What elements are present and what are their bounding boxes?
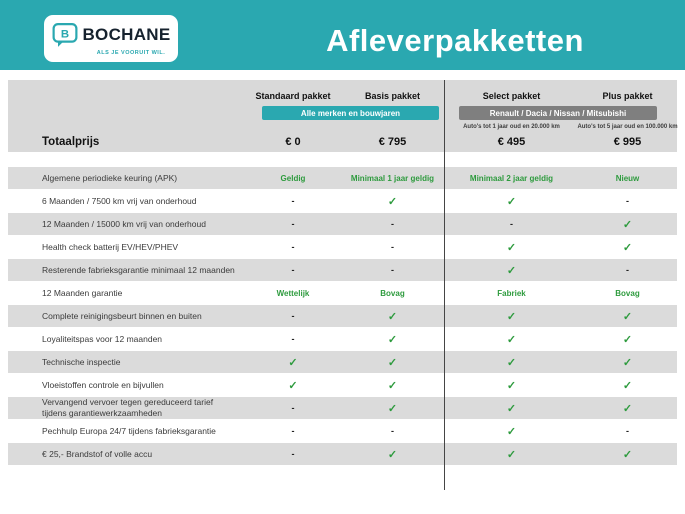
table-row	[8, 282, 677, 304]
brand-tagline: ALS JE VOORUIT WIL.	[96, 49, 166, 56]
table-row	[8, 351, 677, 373]
logo-row	[51, 22, 170, 49]
feature-label: Algemene periodieke keuring (APK)	[42, 172, 178, 183]
check-icon: ✓	[506, 379, 517, 392]
subnote-plus: Auto's tot 5 jaar oud en 100.000 km	[577, 123, 678, 130]
empty-cell	[246, 121, 340, 132]
feature-label: Vervangend vervoer tegen gereduceerd tarief tijdens garantiewerkzaamheden	[42, 397, 214, 418]
group-badges-row	[8, 105, 677, 121]
dash-mark: -	[291, 334, 295, 344]
table-row	[8, 213, 677, 235]
check-icon: ✓	[387, 379, 398, 392]
column-header-select: Select pakket	[482, 91, 541, 101]
feature-value: Nieuw	[615, 173, 640, 183]
table-row	[8, 443, 677, 465]
logo-letter: B	[61, 27, 70, 40]
table-row	[8, 420, 677, 442]
feature-rows	[8, 167, 677, 466]
dash-mark: -	[291, 426, 295, 436]
feature-label: Loyaliteitspas voor 12 maanden	[42, 333, 163, 344]
check-icon: ✓	[622, 402, 633, 415]
header	[0, 0, 685, 70]
dash-mark: -	[510, 219, 513, 229]
check-icon: ✓	[622, 356, 633, 369]
total-price-row	[8, 132, 677, 152]
check-icon: ✓	[387, 402, 398, 415]
dash-mark: -	[291, 265, 295, 275]
check-icon: ✓	[622, 218, 633, 231]
dash-mark: -	[291, 311, 295, 321]
check-icon: ✓	[622, 379, 633, 392]
bochane-logo	[44, 15, 178, 62]
check-icon: ✓	[622, 310, 633, 323]
feature-label: 12 Maanden / 15000 km vrij van onderhoud	[42, 218, 206, 229]
feature-label: Health check batterij EV/HEV/PHEV	[42, 241, 179, 252]
empty-cell	[8, 121, 246, 132]
dash-mark: -	[391, 426, 394, 436]
feature-value: Wettelijk	[276, 288, 310, 298]
column-header-plus: Plus pakket	[602, 91, 653, 101]
feature-label: Complete reinigingsbeurt binnen en buiten	[42, 310, 202, 321]
dash-mark: -	[291, 449, 295, 459]
dash-mark: -	[391, 265, 394, 275]
price-plus: € 995	[613, 136, 642, 148]
feature-label: Pechhulp Europa 24/7 tijdens fabrieksgarantie	[42, 425, 216, 436]
column-headers-row	[8, 87, 677, 105]
check-icon: ✓	[506, 448, 517, 461]
check-icon: ✓	[506, 241, 517, 254]
check-icon: ✓	[387, 333, 398, 346]
page-title: Afleverpakketten	[326, 23, 584, 58]
brand-name: BOCHANE	[82, 25, 171, 44]
table-row	[8, 167, 677, 189]
check-icon: ✓	[506, 195, 517, 208]
table-row	[8, 236, 677, 258]
check-icon: ✓	[387, 448, 398, 461]
feature-value: Fabriek	[497, 288, 526, 298]
check-icon: ✓	[622, 448, 633, 461]
table-header-band	[8, 80, 677, 152]
bochane-logo-icon	[51, 22, 79, 49]
table-row	[8, 190, 677, 212]
subnote-select: Auto's tot 1 jaar oud en 20.000 km	[463, 123, 560, 130]
price-basis: € 795	[378, 136, 407, 148]
feature-label: Technische inspectie	[42, 356, 121, 367]
feature-label: 12 Maanden garantie	[42, 287, 123, 298]
dash-mark: -	[391, 242, 394, 252]
price-standaard: € 0	[285, 136, 301, 148]
check-icon: ✓	[288, 356, 298, 369]
dash-mark: -	[626, 196, 629, 206]
dash-mark: -	[291, 403, 295, 413]
feature-value: Minimaal 1 jaar geldig	[350, 173, 435, 183]
dash-mark: -	[626, 265, 629, 275]
dash-mark: -	[626, 426, 629, 436]
check-icon: ✓	[622, 241, 633, 254]
price-select: € 495	[497, 136, 526, 148]
empty-cell	[8, 105, 246, 121]
check-icon: ✓	[288, 379, 298, 392]
badge-renault-dacia-nissan-mitsubishi: Renault / Dacia / Nissan / Mitsubishi	[459, 106, 657, 120]
check-icon: ✓	[506, 333, 517, 346]
feature-label: € 25,- Brandstof of volle accu	[42, 448, 153, 459]
column-divider	[444, 80, 445, 490]
table-row	[8, 305, 677, 327]
feature-value: Bovag	[380, 288, 405, 298]
feature-label: 6 Maanden / 7500 km vrij van onderhoud	[42, 195, 197, 206]
table-row	[8, 397, 677, 419]
check-icon: ✓	[387, 195, 398, 208]
check-icon: ✓	[387, 356, 398, 369]
feature-value: Bovag	[615, 288, 640, 298]
badge-alle-merken: Alle merken en bouwjaren	[262, 106, 439, 120]
check-icon: ✓	[387, 310, 398, 323]
check-icon: ✓	[506, 425, 517, 438]
table-row	[8, 328, 677, 350]
feature-label: Vloeistoffen controle en bijvullen	[42, 379, 164, 390]
column-header-standaard: Standaard pakket	[255, 91, 331, 101]
table-row	[8, 259, 677, 281]
dash-mark: -	[291, 242, 295, 252]
check-icon: ✓	[506, 310, 517, 323]
feature-label: Resterende fabrieksgarantie minimaal 12 maanden	[42, 264, 235, 275]
feature-value: Minimaal 2 jaar geldig	[469, 173, 554, 183]
dash-mark: -	[391, 219, 394, 229]
check-icon: ✓	[622, 333, 633, 346]
dash-mark: -	[291, 219, 295, 229]
check-icon: ✓	[506, 356, 517, 369]
subnotes-row	[8, 121, 677, 132]
total-price-label: Totaalprijs	[42, 136, 100, 148]
dash-mark: -	[291, 196, 295, 206]
check-icon: ✓	[506, 402, 517, 415]
column-header-basis: Basis pakket	[364, 91, 421, 101]
check-icon: ✓	[506, 264, 517, 277]
empty-corner-cell	[8, 87, 246, 105]
table-row	[8, 374, 677, 396]
feature-value: Geldig	[280, 173, 306, 183]
empty-cell	[340, 121, 445, 132]
